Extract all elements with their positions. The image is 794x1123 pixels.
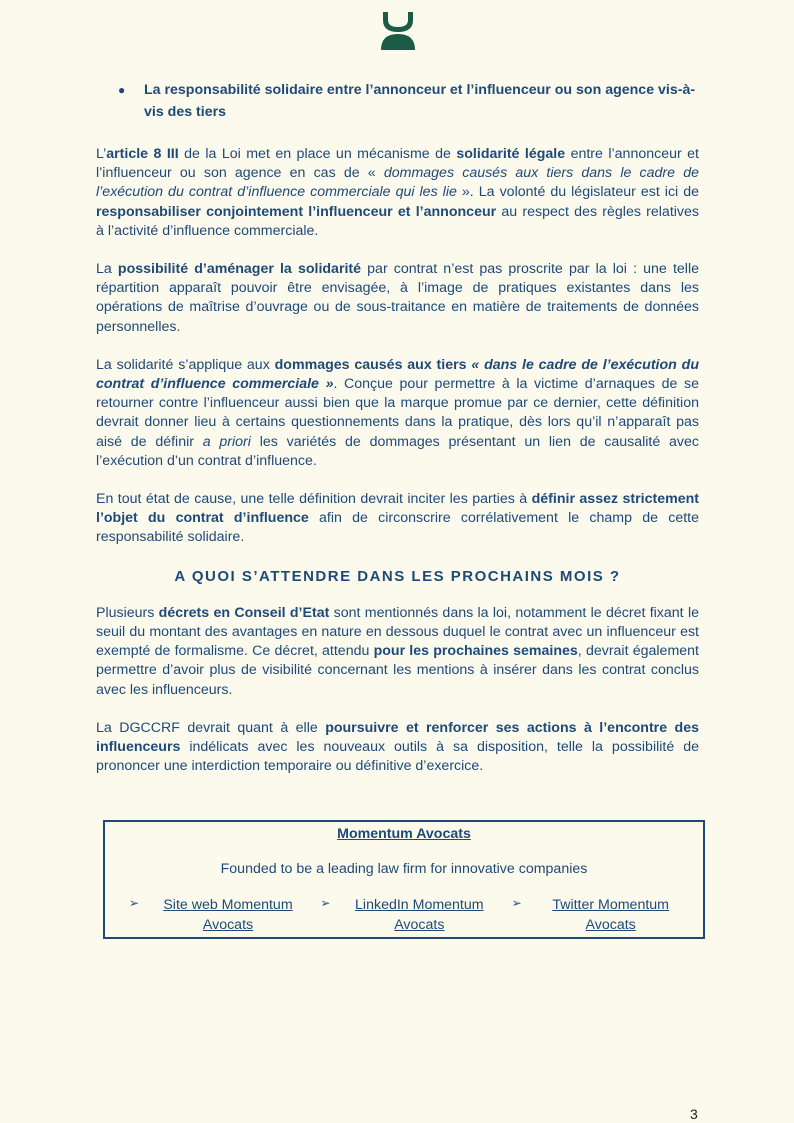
arrow-bullet-icon: ➢ bbox=[320, 896, 331, 910]
arrow-bullet-icon: ➢ bbox=[129, 896, 140, 910]
website-link[interactable]: Site web Momentum Avocats bbox=[163, 897, 293, 933]
logo-icon bbox=[381, 12, 415, 50]
twitter-link[interactable]: Twitter Momentum Avocats bbox=[552, 897, 669, 933]
page-number: 3 bbox=[690, 1106, 698, 1122]
list-item bbox=[320, 896, 511, 935]
list-item bbox=[512, 896, 703, 935]
list-item bbox=[129, 896, 320, 935]
bullet-item bbox=[118, 79, 699, 123]
bullet-text: La responsabilité solidaire entre l’annonceur et l’influenceur ou son agence vis-à-vis des tiers bbox=[144, 82, 696, 120]
linkedin-link[interactable]: LinkedIn Momentum Avocats bbox=[355, 897, 484, 933]
paragraph-definition: En tout état de cause, une telle définition devrait inciter les parties à définir assez strictement l’objet du contrat d’influence afin de circonscrire corrélativement le champ de cette responsabilité solidaire. bbox=[96, 491, 699, 546]
footer-box bbox=[103, 820, 705, 939]
arrow-bullet-icon: ➢ bbox=[511, 896, 522, 910]
paragraph-decrets: Plusieurs décrets en Conseil d’Etat sont mentionnés dans la loi, notamment le décret fixant le seuil du montant des avantages en nature en dessous duquel le contrat avec un influenceur est exempté de formalisme. Ce décret, attendu pour les prochaines semaines, devrait également permettre d’avoir plus de visibilité concernant les mentions à insérer dans les contrat conclus avec les influenceurs. bbox=[96, 604, 699, 698]
bullet-dot-icon: ● bbox=[118, 83, 126, 97]
paragraph-dgccrf: La DGCCRF devrait quant à elle poursuivre et renforcer ses actions à l’encontre des influenceurs indélicats avec les nouveaux outils à sa disposition, telle la possibilité de prononcer une interdiction temporaire ou définitive d’exercice. bbox=[96, 719, 699, 775]
firm-name-link[interactable]: Momentum Avocats bbox=[337, 826, 471, 842]
paragraph-dommages: La solidarité s’applique aux dommages causés aux tiers « dans le cadre de l’exécution du contrat d’influence commerciale ». Conçue pour permettre à la victime d’arnaques de se retourner contre l’influenceur aussi bien que la marque promue par ce dernier, cette définition devrait donner lieu à certains questionnements dans la pratique, dès lors qu’il n’apparaît pas aisé de définir a priori les variétés de dommages présentant un lien de causalité avec l’exécution d’un contrat d’influence. bbox=[96, 356, 699, 469]
paragraph-article-8: L’article 8 III de la Loi met en place un mécanisme de solidarité légale entre l’annonceur et l’influenceur ou son agence en cas de « dommages causés aux tiers dans le cadre de l’exécution du contrat d’influence commerciale qui les lie ». La volonté du législateur est ici de responsabiliser conjointement l’influenceur et l’annonceur au respect des règles relatives à l’activité d’influence commerciale. bbox=[96, 146, 700, 239]
firm-tagline: Founded to be a leading law firm for innovative companies bbox=[220, 861, 588, 877]
paragraph-amenagement: La possibilité d’aménager la solidarité par contrat n’est pas proscrite par la loi : une telle répartition apparaît pouvoir être envisagée, à l’image de pratiques existantes dans les opérations de maîtrise d’ouvrage ou de sous-traitance en matière de traitements de données personnelles. bbox=[96, 261, 699, 335]
section-heading: A QUOI S’ATTENDRE DANS LES PROCHAINS MOIS ? bbox=[174, 567, 621, 585]
link-list bbox=[105, 896, 703, 935]
main-content bbox=[96, 79, 699, 776]
